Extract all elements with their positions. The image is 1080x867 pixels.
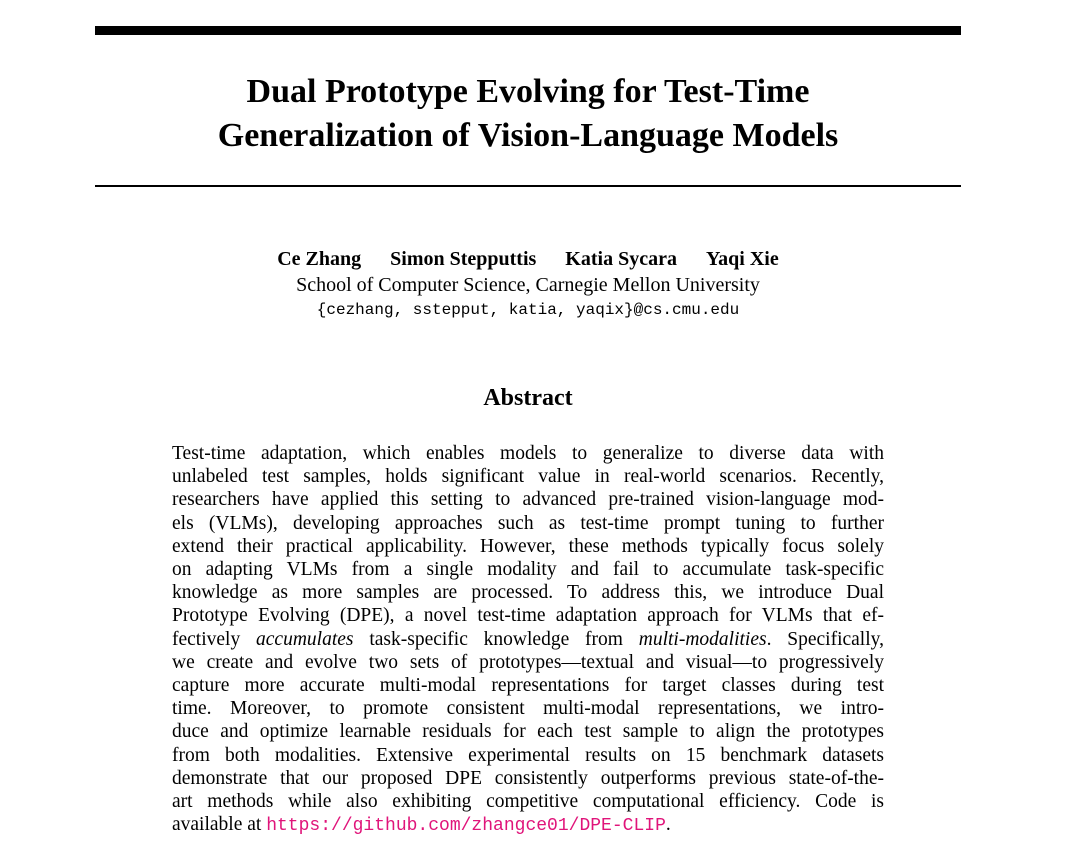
- title-line-1: Dual Prototype Evolving for Test-Time: [246, 73, 810, 110]
- abstract-line: duce and optimize learnable residuals for each test sample to align the prototypes: [172, 721, 884, 743]
- abstract-text: .: [665, 814, 671, 836]
- abstract-line: Test-time adaptation, which enables models to generalize to diverse data with: [172, 443, 884, 464]
- author-emails: {cezhang, sstepput, katia, yaqix}@cs.cmu.edu: [316, 301, 740, 319]
- title-bottom-rule: [95, 185, 961, 187]
- author-name: Yaqi Xie: [705, 248, 779, 270]
- author-name: Simon Stepputtis: [390, 248, 537, 270]
- abstract-line: art methods while also exhibiting competitive computational efficiency. Code is: [172, 791, 884, 813]
- abstract-line: we create and evolve two sets of prototypes—textual and visual—to progressively: [172, 651, 884, 673]
- author-name: Katia Sycara: [565, 248, 677, 270]
- abstract-text: available at: [172, 814, 267, 836]
- author-name: Ce Zhang: [277, 248, 362, 270]
- abstract-last-line: [172, 813, 884, 838]
- abstract-line: unlabeled test samples, holds significant value in real-world scenarios. Recently,: [172, 466, 884, 488]
- emphasis-multi-modalities: multi-modalities: [638, 628, 767, 650]
- abstract-line: researchers have applied this setting to advanced pre-trained vision-language mod-: [172, 489, 884, 511]
- abstract-line-with-emphasis: [172, 628, 884, 651]
- abstract-text: . Specifically,: [766, 628, 884, 650]
- abstract-line: knowledge as more samples are processed. To address this, we introduce Dual: [172, 582, 884, 604]
- abstract-line: els (VLMs), developing approaches such as test-time prompt tuning to further: [172, 512, 884, 534]
- abstract-line: Prototype Evolving (DPE), a novel test-time adaptation approach for VLMs that ef-: [172, 605, 884, 627]
- title-line-2: Generalization of Vision-Language Models: [217, 117, 839, 154]
- abstract-line: time. Moreover, to promote consistent multi-modal representations, we intro-: [172, 698, 884, 720]
- abstract-heading: Abstract: [483, 385, 573, 411]
- abstract-line: demonstrate that our proposed DPE consistently outperforms previous state-of-the-: [172, 767, 884, 789]
- abstract-line: on adapting VLMs from a single modality and fail to accumulate task-specific: [172, 559, 884, 581]
- author-list: [95, 247, 961, 271]
- paper-title: [95, 70, 961, 158]
- abstract-line: extend their practical applicability. However, these methods typically focus solely: [172, 535, 884, 557]
- abstract-line: from both modalities. Extensive experimental results on 15 benchmark datasets: [172, 744, 884, 766]
- code-link[interactable]: https://github.com/zhangce01/DPE-CLIP: [266, 816, 666, 837]
- affiliation: School of Computer Science, Carnegie Mellon University: [296, 274, 760, 296]
- top-rule: [95, 26, 961, 35]
- abstract-text: fectively: [172, 628, 257, 650]
- abstract-body: [172, 442, 884, 838]
- abstract-line: capture more accurate multi-modal representations for target classes during test: [172, 675, 884, 697]
- emphasis-accumulates: accumulates: [256, 628, 354, 650]
- abstract-text: task-specific knowledge from: [353, 628, 639, 650]
